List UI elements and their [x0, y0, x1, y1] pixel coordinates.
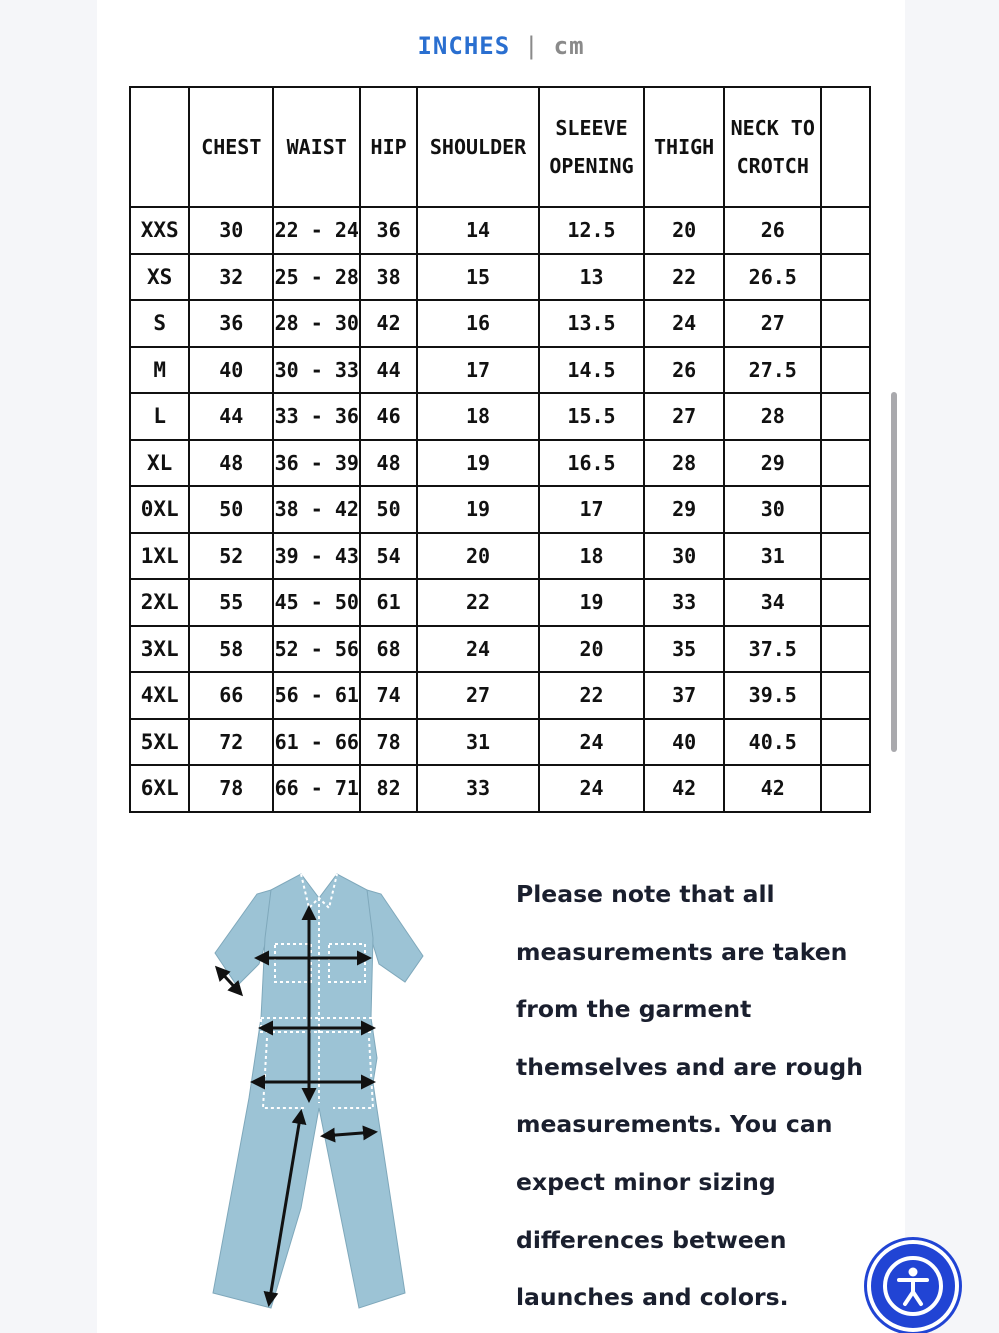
measurement-cell: 13 — [539, 254, 644, 301]
overflow-cell — [821, 393, 870, 440]
overflow-cell — [821, 300, 870, 347]
measurement-cell: 30 — [189, 207, 273, 254]
page-scrollbar[interactable] — [891, 392, 897, 752]
unit-separator: | — [524, 32, 540, 60]
measurement-cell: 26 — [724, 207, 821, 254]
measurement-cell: 58 — [189, 626, 273, 673]
measurement-cell: 18 — [539, 533, 644, 580]
measurement-cell: 48 — [189, 440, 273, 487]
measurement-cell: 15 — [417, 254, 539, 301]
measurement-cell: 46 — [360, 393, 417, 440]
accessibility-icon — [871, 1244, 955, 1328]
table-header-row — [130, 87, 870, 207]
measurement-cell: 24 — [539, 719, 644, 766]
overflow-cell — [821, 207, 870, 254]
jumpsuit-measurement-diagram — [209, 868, 434, 1313]
measurement-cell: 25 - 28 — [273, 254, 360, 301]
header-sleeve-opening: SLEEVE OPENING — [539, 87, 644, 207]
measurement-cell: 44 — [360, 347, 417, 394]
measurement-cell: 30 — [644, 533, 725, 580]
measurement-cell: 36 — [360, 207, 417, 254]
measurement-cell: 78 — [360, 719, 417, 766]
measurement-cell: 12.5 — [539, 207, 644, 254]
measurement-cell: 13.5 — [539, 300, 644, 347]
header-hip: HIP — [360, 87, 417, 207]
overflow-cell — [821, 626, 870, 673]
unit-cm-option[interactable]: cm — [553, 32, 585, 60]
size-label-cell: 1XL — [130, 533, 189, 580]
measurement-cell: 37 — [644, 672, 725, 719]
size-table — [129, 86, 871, 813]
measurement-cell: 30 — [724, 486, 821, 533]
measurement-cell: 24 — [644, 300, 725, 347]
measurement-cell: 52 — [189, 533, 273, 580]
table-row — [130, 486, 870, 533]
measurement-cell: 32 — [189, 254, 273, 301]
size-label-cell: XS — [130, 254, 189, 301]
measurement-note: Please note that all measurements are taken from the garment themselves and are rough measurements. You can expect minor sizing differences between launches and colors. — [516, 880, 863, 1312]
size-label-cell: 0XL — [130, 486, 189, 533]
measurement-cell: 19 — [417, 486, 539, 533]
measurement-cell: 74 — [360, 672, 417, 719]
measurement-cell: 18 — [417, 393, 539, 440]
header-shoulder: SHOULDER — [417, 87, 539, 207]
measurement-cell: 22 — [539, 672, 644, 719]
measurement-cell: 16.5 — [539, 440, 644, 487]
table-row — [130, 393, 870, 440]
measurement-cell: 15.5 — [539, 393, 644, 440]
table-row — [130, 347, 870, 394]
measurement-cell: 78 — [189, 765, 273, 812]
measurement-cell: 42 — [724, 765, 821, 812]
measurement-cell: 33 — [644, 579, 725, 626]
measurement-cell: 26.5 — [724, 254, 821, 301]
measurement-cell: 20 — [417, 533, 539, 580]
header-size — [130, 87, 189, 207]
overflow-cell — [821, 579, 870, 626]
measurement-cell: 27.5 — [724, 347, 821, 394]
table-row — [130, 207, 870, 254]
overflow-cell — [821, 765, 870, 812]
measurement-cell: 28 — [724, 393, 821, 440]
measurement-cell: 66 - 71 — [273, 765, 360, 812]
measurement-cell: 44 — [189, 393, 273, 440]
measurement-cell: 33 - 36 — [273, 393, 360, 440]
measurement-cell: 61 — [360, 579, 417, 626]
overflow-cell — [821, 347, 870, 394]
header-waist: WAIST — [273, 87, 360, 207]
size-label-cell: 6XL — [130, 765, 189, 812]
size-label-cell: S — [130, 300, 189, 347]
measurement-cell: 50 — [189, 486, 273, 533]
overflow-cell — [821, 672, 870, 719]
measurement-cell: 27 — [724, 300, 821, 347]
size-label-cell: 4XL — [130, 672, 189, 719]
measurement-cell: 35 — [644, 626, 725, 673]
measurement-cell: 82 — [360, 765, 417, 812]
measurement-cell: 39.5 — [724, 672, 821, 719]
overflow-cell — [821, 486, 870, 533]
measurement-cell: 50 — [360, 486, 417, 533]
measurement-cell: 40 — [189, 347, 273, 394]
size-label-cell: 2XL — [130, 579, 189, 626]
measurement-cell: 27 — [644, 393, 725, 440]
accessibility-button[interactable] — [867, 1240, 959, 1332]
measurement-cell: 27 — [417, 672, 539, 719]
measurement-cell: 72 — [189, 719, 273, 766]
measurement-cell: 55 — [189, 579, 273, 626]
measurement-cell: 66 — [189, 672, 273, 719]
measurement-cell: 30 - 33 — [273, 347, 360, 394]
overflow-cell — [821, 719, 870, 766]
measurement-cell: 33 — [417, 765, 539, 812]
overflow-cell — [821, 254, 870, 301]
measurement-cell: 26 — [644, 347, 725, 394]
table-row — [130, 626, 870, 673]
measurement-cell: 31 — [724, 533, 821, 580]
measurement-cell: 17 — [539, 486, 644, 533]
measurement-cell: 19 — [417, 440, 539, 487]
measurement-cell: 54 — [360, 533, 417, 580]
size-label-cell: 5XL — [130, 719, 189, 766]
header-neck-to-crotch: NECK TO CROTCH — [724, 87, 821, 207]
measurement-cell: 39 - 43 — [273, 533, 360, 580]
measurement-cell: 42 — [644, 765, 725, 812]
table-row — [130, 533, 870, 580]
header-thigh: THIGH — [644, 87, 725, 207]
measurement-cell: 17 — [417, 347, 539, 394]
size-label-cell: L — [130, 393, 189, 440]
size-label-cell: M — [130, 347, 189, 394]
measurement-cell: 22 — [417, 579, 539, 626]
unit-inches-option[interactable]: INCHES — [417, 32, 511, 60]
measurement-cell: 16 — [417, 300, 539, 347]
table-row — [130, 719, 870, 766]
table-row — [130, 672, 870, 719]
measurement-cell: 28 - 30 — [273, 300, 360, 347]
overflow-cell — [821, 440, 870, 487]
table-row — [130, 765, 870, 812]
measurement-cell: 22 - 24 — [273, 207, 360, 254]
measurement-cell: 48 — [360, 440, 417, 487]
measurement-cell: 38 — [360, 254, 417, 301]
unit-toggle — [97, 32, 905, 60]
measurement-cell: 68 — [360, 626, 417, 673]
measurement-cell: 14 — [417, 207, 539, 254]
size-label-cell: XL — [130, 440, 189, 487]
measurement-cell: 37.5 — [724, 626, 821, 673]
measurement-cell: 20 — [644, 207, 725, 254]
measurement-cell: 19 — [539, 579, 644, 626]
size-label-cell: 3XL — [130, 626, 189, 673]
measurement-cell: 24 — [539, 765, 644, 812]
table-row — [130, 440, 870, 487]
size-guide-page — [97, 0, 905, 1333]
measurement-cell: 36 — [189, 300, 273, 347]
measurement-cell: 42 — [360, 300, 417, 347]
measurement-cell: 24 — [417, 626, 539, 673]
measurement-cell: 31 — [417, 719, 539, 766]
table-row — [130, 579, 870, 626]
measurement-cell: 20 — [539, 626, 644, 673]
table-row — [130, 300, 870, 347]
measurement-cell: 28 — [644, 440, 725, 487]
measurement-cell: 36 - 39 — [273, 440, 360, 487]
measurement-cell: 29 — [644, 486, 725, 533]
measurement-cell: 45 - 50 — [273, 579, 360, 626]
measurement-cell: 14.5 — [539, 347, 644, 394]
measurement-cell: 34 — [724, 579, 821, 626]
header-overflow — [821, 87, 870, 207]
measurement-cell: 61 - 66 — [273, 719, 360, 766]
measurement-cell: 38 - 42 — [273, 486, 360, 533]
size-label-cell: XXS — [130, 207, 189, 254]
measurement-cell: 40.5 — [724, 719, 821, 766]
measurement-cell: 52 - 56 — [273, 626, 360, 673]
header-chest: CHEST — [189, 87, 273, 207]
size-table-scroll[interactable] — [129, 86, 871, 816]
measurement-cell: 56 - 61 — [273, 672, 360, 719]
measurement-cell: 40 — [644, 719, 725, 766]
overflow-cell — [821, 533, 870, 580]
measurement-cell: 29 — [724, 440, 821, 487]
table-row — [130, 254, 870, 301]
measurement-cell: 22 — [644, 254, 725, 301]
